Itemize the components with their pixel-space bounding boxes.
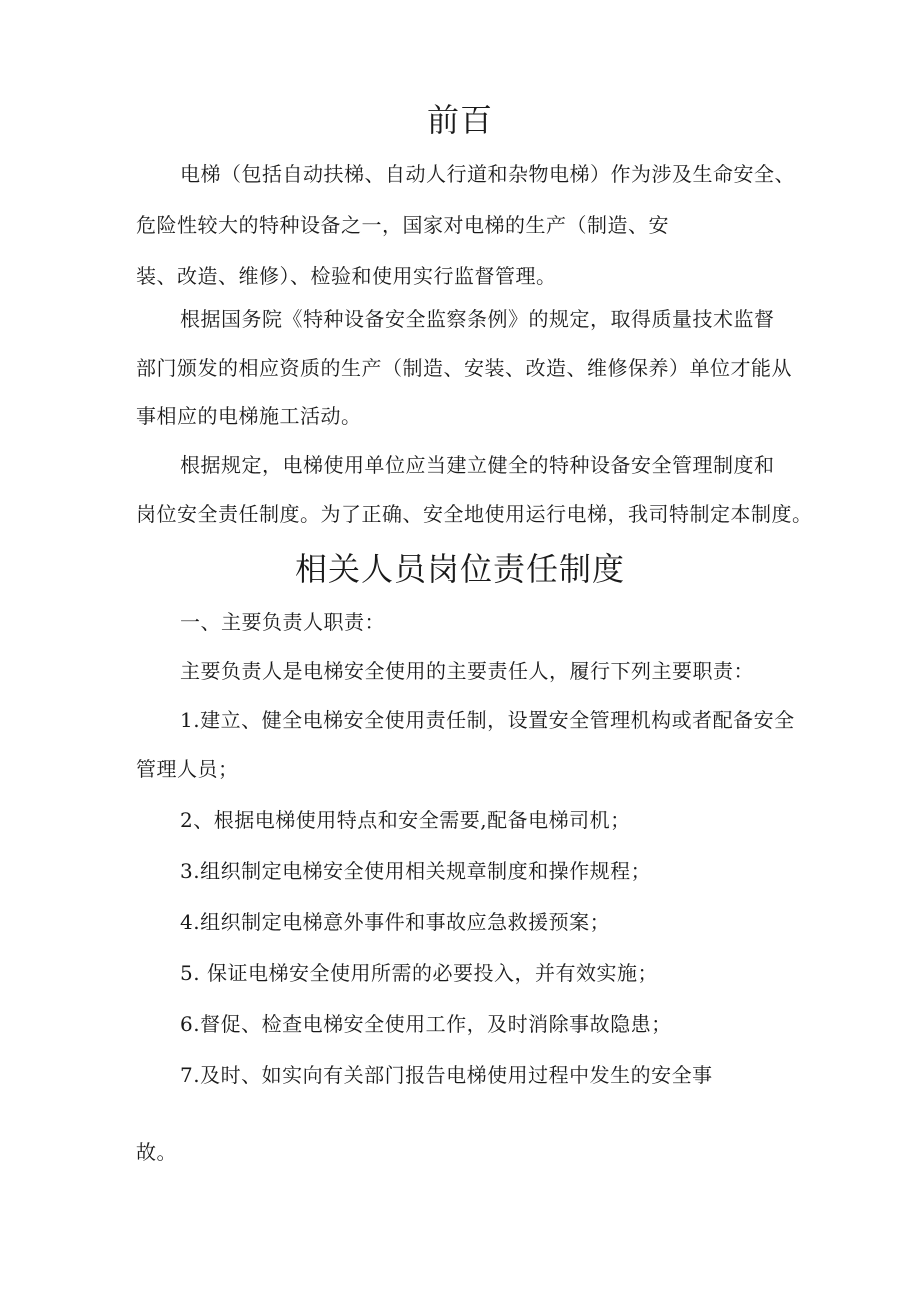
section-title: 相关人员岗位责任制度 [294, 550, 625, 588]
preface-paragraph-1-line-1: 电梯（包括自动扶梯、自动人行道和杂物电梯）作为涉及生命安全、 [180, 162, 795, 186]
duty-item-7-line-1: 7.及时、如实向有关部门报告电梯使用过程中发生的安全事 [180, 1063, 713, 1087]
preface-paragraph-2-line-2: 部门颁发的相应资质的生产（制造、安装、改造、维修保养）单位才能从 [136, 356, 792, 380]
preface-paragraph-2-line-3: 事相应的电梯施工活动。 [136, 404, 362, 428]
duty-item-1-line-1: 1.建立、健全电梯安全使用责任制，设置安全管理机构或者配备安全 [180, 708, 795, 732]
section-intro: 主要负责人是电梯安全使用的主要责任人，履行下列主要职责： [180, 659, 754, 683]
preface-paragraph-1-line-2: 危险性较大的特种设备之一，国家对电梯的生产（制造、安 [136, 213, 669, 237]
preface-paragraph-3-line-2: 岗位安全责任制度。为了正确、安全地使用运行电梯，我司特制定本制度。 [136, 502, 813, 526]
duty-item-5: 5. 保证电梯安全使用所需的必要投入，并有效实施； [180, 961, 658, 985]
preface-title: 前百 [426, 101, 493, 139]
duty-item-2: 2、根据电梯使用特点和安全需要,配备电梯司机； [180, 808, 631, 832]
preface-paragraph-1-line-3: 装、改造、维修）、检验和使用实行监督管理。 [136, 264, 557, 288]
duty-item-3: 3.组织制定电梯安全使用相关规章制度和操作规程； [180, 859, 652, 883]
section-heading-1: 一、主要负责人职责： [180, 610, 385, 634]
duty-item-6: 6.督促、检查电梯安全使用工作，及时消除事故隐患； [180, 1012, 672, 1036]
duty-item-7-line-2: 故。 [136, 1140, 177, 1164]
preface-paragraph-2-line-1: 根据国务院《特种设备安全监察条例》的规定，取得质量技术监督 [180, 307, 775, 331]
preface-paragraph-3-line-1: 根据规定，电梯使用单位应当建立健全的特种设备安全管理制度和 [180, 453, 775, 477]
duty-item-4: 4.组织制定电梯意外事件和事故应急救援预案； [180, 910, 611, 934]
duty-item-1-line-2: 管理人员； [136, 757, 239, 781]
